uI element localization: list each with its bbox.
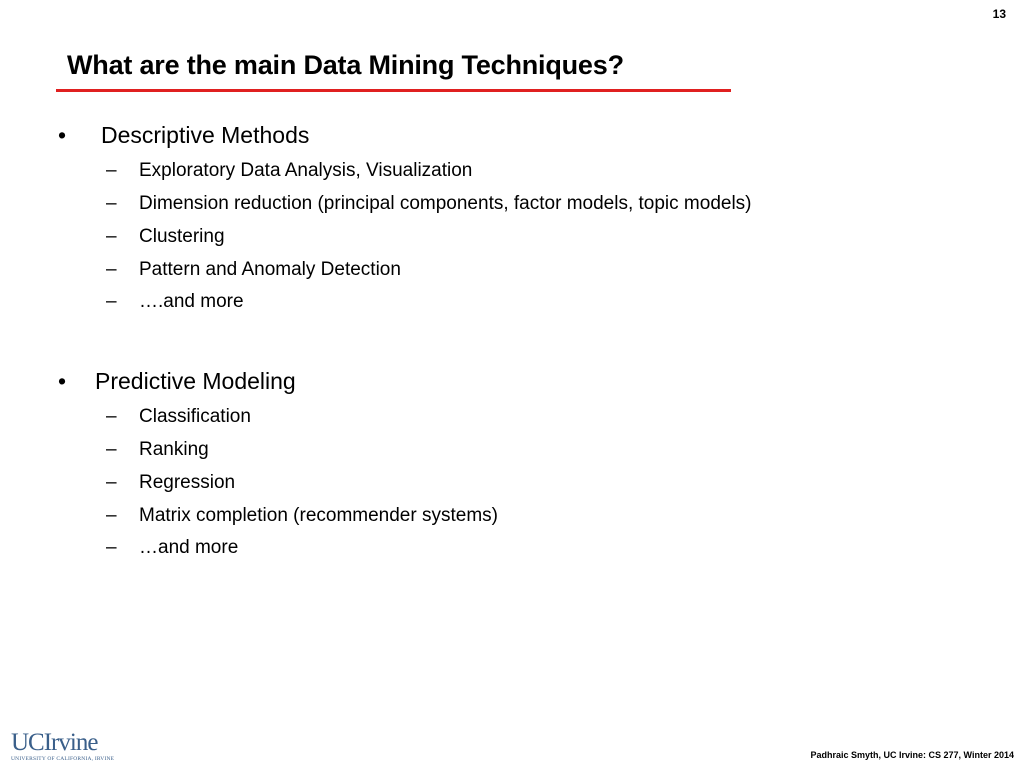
footer-credit: Padhraic Smyth, UC Irvine: CS 277, Winter 2014 <box>810 750 1014 760</box>
dash-marker: – <box>106 226 117 247</box>
dash-marker: – <box>106 472 117 493</box>
dash-marker: – <box>106 193 117 214</box>
dash-marker: – <box>106 160 117 181</box>
sub-item-text: Pattern and Anomaly Detection <box>139 259 401 280</box>
dash-marker: – <box>106 505 117 526</box>
sub-item-text: Exploratory Data Analysis, Visualization <box>139 160 473 181</box>
sub-item-text: Ranking <box>139 439 209 460</box>
bullet-label: Descriptive Methods <box>101 122 310 148</box>
dash-marker: – <box>106 406 117 427</box>
sub-item-text: Matrix completion (recommender systems) <box>139 505 498 526</box>
bullet-label: Predictive Modeling <box>95 368 296 394</box>
title-underline <box>56 89 731 92</box>
dash-marker: – <box>106 259 117 280</box>
sub-item-text: Regression <box>139 472 236 493</box>
dash-marker: – <box>106 291 117 312</box>
logo-wordmark: UCIrvine <box>11 729 98 756</box>
uc-irvine-logo <box>11 729 115 765</box>
sub-item-text: Dimension reduction (principal components, factor models, topic models) <box>139 193 752 214</box>
sub-item-text: …and more <box>139 537 239 558</box>
sub-item-text: ….and more <box>139 291 244 312</box>
slide-title: What are the main Data Mining Techniques? <box>67 50 624 80</box>
logo-subtext: UNIVERSITY OF CALIFORNIA, IRVINE <box>11 756 115 762</box>
bullet-dot: • <box>58 122 67 148</box>
sub-item-text: Clustering <box>139 226 225 247</box>
dash-marker: – <box>106 439 117 460</box>
bullet-dot: • <box>58 368 67 394</box>
dash-marker: – <box>106 537 117 558</box>
sub-item-text: Classification <box>139 406 251 427</box>
slide-number: 13 <box>992 7 1006 21</box>
